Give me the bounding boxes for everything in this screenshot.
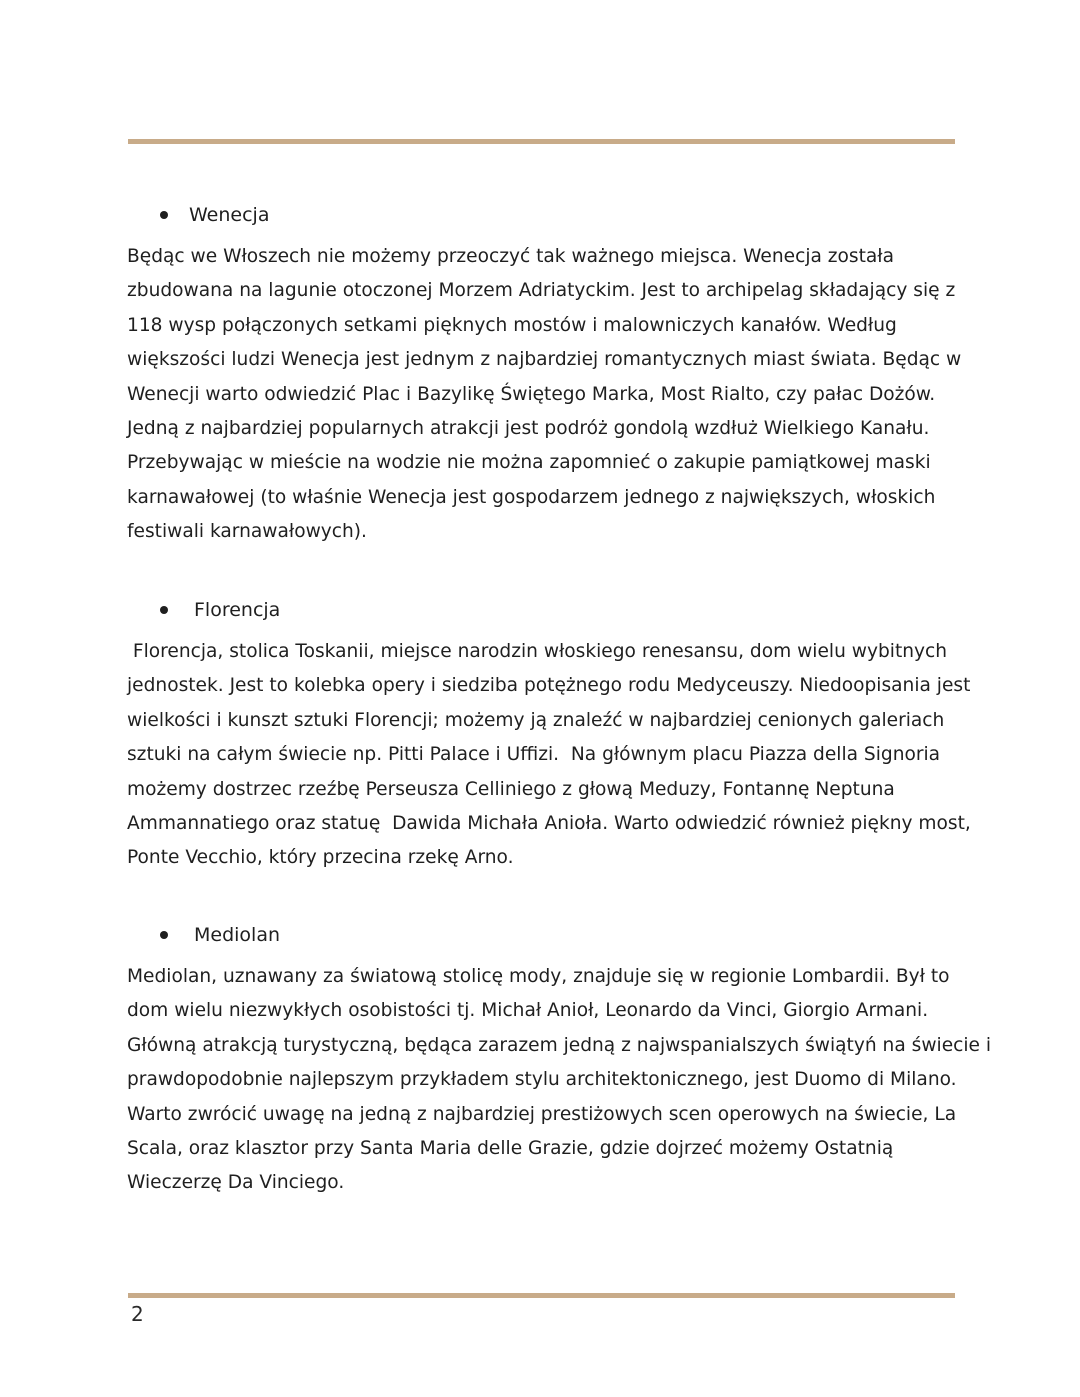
section-title: Wenecja [189,204,270,226]
paragraph-line: sztuki na całym świecie np. Pitti Palace i Uffizi. Na głównym placu Piazza della Signoria [127,744,941,766]
section-paragraph [127,240,962,550]
paragraph-line: Przebywając w mieście na wodzie nie można zapomnieć o zakupie pamiątkowej maski [127,452,931,474]
section-florencja [127,596,971,876]
section-paragraph [127,635,971,876]
paragraph-line: Będąc we Włoszech nie możemy przeoczyć tak ważnego miejsca. Wenecja została [127,246,894,267]
paragraph-line: prawdopodobnie najlepszym przykładem stylu architektonicznego, jest Duomo di Milano. [127,1069,957,1091]
paragraph-line: Główną atrakcją turystyczną, będąca zarazem jedną z najwspanialszych świątyń na świecie i [127,1034,992,1056]
top-divider [128,139,955,144]
paragraph-line: Warto zwrócić uwagę na jedną z najbardziej prestiżowych scen operowych na świecie, La [127,1103,957,1125]
section-mediolan [127,921,992,1201]
paragraph-line: Scala, oraz klasztor przy Santa Maria delle Grazie, gdzie dojrzeć możemy Ostatnią [127,1138,894,1160]
paragraph-line: Jedną z najbardziej popularnych atrakcji jest podróż gondolą wzdłuż Wielkiego Kanału. [127,418,930,440]
bullet-icon [160,606,168,614]
paragraph-line: 118 wysp połączonych setkami pięknych mostów i malowniczych kanałów. Według [127,314,897,336]
paragraph-line: dom wielu niezwykłych osobistości tj. Michał Anioł, Leonardo da Vinci, Giorgio Armani. [127,1000,929,1022]
paragraph-line: Ammannatiego oraz statuę Dawida Michała Anioła. Warto odwiedzić również piękny most, [127,813,971,835]
paragraph-line: zbudowana na lagunie otoczonej Morzem Adriatyckim. Jest to archipelag składający się z [127,280,956,302]
section-heading [160,921,959,949]
paragraph-line: karnawałowej (to właśnie Wenecja jest gospodarzem jednego z największych, włoskich [127,486,936,508]
section-heading [160,596,959,624]
paragraph-line: Florencja, stolica Toskanii, miejsce narodzin włoskiego renesansu, dom wielu wybitnych [127,641,948,662]
section-heading [160,201,959,229]
paragraph-line: wielkości i kunszt sztuki Florencji; możemy ją znaleźć w najbardziej cenionych galeriach [127,709,945,731]
paragraph-line: Mediolan, uznawany za światową stolicę mody, znajduje się w regionie Lombardii. Był to [127,966,950,987]
section-wenecja [127,201,962,550]
section-title: Mediolan [194,924,281,946]
paragraph-line: większości ludzi Wenecja jest jednym z najbardziej romantycznych miast świata. Będąc w [127,349,962,371]
bullet-icon [160,931,168,939]
bottom-divider [128,1293,955,1298]
section-title: Florencja [194,599,281,621]
section-paragraph [127,960,992,1201]
paragraph-line: Wenecji warto odwiedzić Plac i Bazylikę Świętego Marka, Most Rialto, czy pałac Dożów. [127,383,936,405]
paragraph-line: jednostek. Jest to kolebka opery i siedziba potężnego rodu Medyceuszy. Niedoopisania jest [127,675,971,697]
paragraph-line: Wieczerzę Da Vinciego. [127,1172,345,1194]
page-number: 2 [131,1302,144,1326]
paragraph-line: Ponte Vecchio, który przecina rzekę Arno. [127,847,514,869]
bullet-icon [160,211,168,219]
paragraph-line: możemy dostrzec rzeźbę Perseusza Celliniego z głową Meduzy, Fontannę Neptuna [127,778,895,800]
paragraph-line: festiwali karnawałowych). [127,521,367,543]
